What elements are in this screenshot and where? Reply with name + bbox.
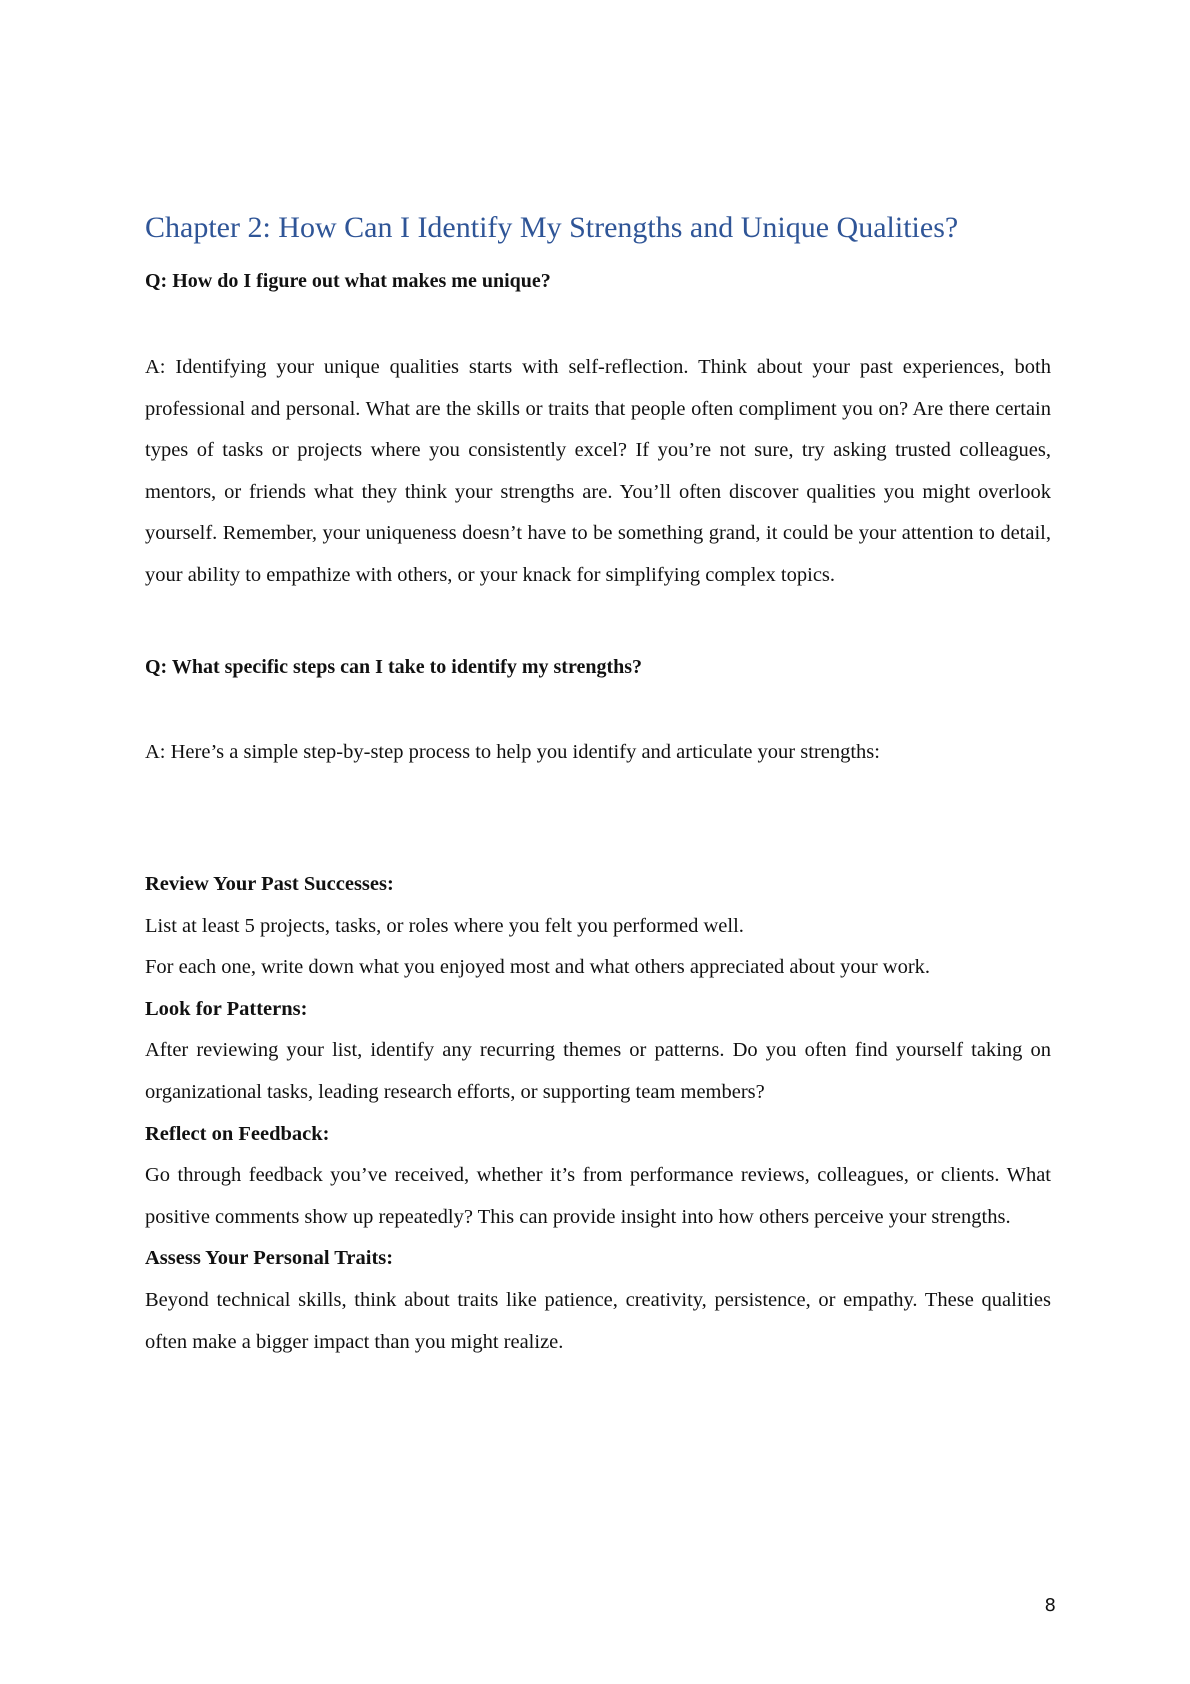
step-look-for-patterns <box>145 989 1051 1114</box>
step-text: After reviewing your list, identify any recurring themes or patterns. Do you often find yourself taking on organizational tasks, leading research efforts, or supporting team members? <box>145 1039 1051 1103</box>
step-text: Go through feedback you’ve received, whether it’s from performance reviews, colleagues, or clients. What positive comments show up repeatedly? This can provide insight into how others perceive your strengths. <box>145 1164 1051 1228</box>
step-reflect-on-feedback <box>145 1114 1051 1239</box>
step-heading: Look for Patterns: <box>145 997 308 1020</box>
question-unique: Q: How do I figure out what makes me unique? <box>145 270 551 292</box>
question-steps: Q: What specific steps can I take to identify my strengths? <box>145 656 643 678</box>
steps-list <box>145 864 1051 1363</box>
chapter-title: Chapter 2: How Can I Identify My Strengths and Unique Qualities? <box>145 211 959 244</box>
step-assess-personal-traits <box>145 1238 1051 1363</box>
step-heading: Reflect on Feedback: <box>145 1122 330 1145</box>
step-heading: Review Your Past Successes: <box>145 873 394 895</box>
step-review-successes <box>145 864 1051 989</box>
page-number: 8 <box>1044 1595 1056 1616</box>
step-heading: Assess Your Personal Traits: <box>145 1247 394 1270</box>
step-text: For each one, write down what you enjoyed most and what others appreciated about your work. <box>145 956 931 979</box>
step-text: List at least 5 projects, tasks, or roles where you felt you performed well. <box>145 914 744 937</box>
answer-unique: A: Identifying your unique qualities starts with self-reflection. Think about your past experiences, both professional and personal. What are the skills or traits that people often compliment you on? Are there certain types of tasks or projects where you consistently excel? If you’re not sure, try asking trusted colleagues, mentors, or friends what they think your strengths are. You’ll often discover qualities you might overlook yourself. Remember, your uniqueness doesn’t have to be something grand, it could be your attention to detail, your ability to empathize with others, or your knack for simplifying complex topics. <box>145 356 1051 586</box>
answer-steps-intro: A: Here’s a simple step-by-step process to help you identify and articulate your strengths: <box>145 741 880 763</box>
step-text: Beyond technical skills, think about traits like patience, creativity, persistence, or empathy. These qualities often make a bigger impact than you might realize. <box>145 1288 1051 1353</box>
